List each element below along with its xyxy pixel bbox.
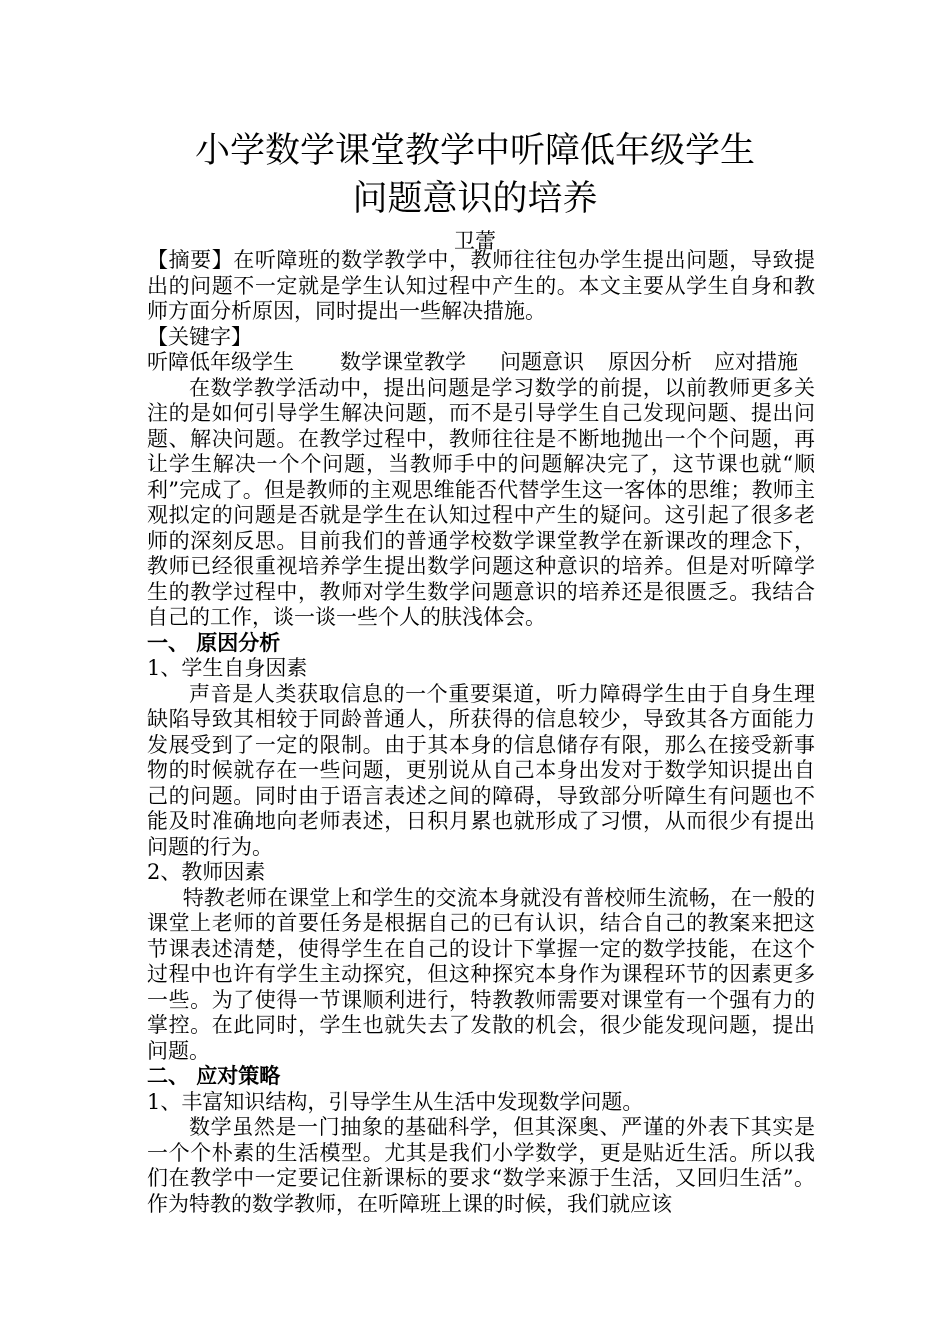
keyword-item: 听障低年级学生 (147, 350, 294, 374)
keyword-item: 原因分析 (608, 350, 692, 374)
keyword-item: 数学课堂教学 (340, 350, 466, 374)
title-line-2: 问题意识的培养 (352, 179, 598, 219)
abstract-text: 在听障班的数学教学中，教师往往包办学生提出问题，导致提出的问题不一定就是学生认知过程中产生的。本文主要从学生自身和教师方面分析原因，同时提出一些解决措施。 (147, 248, 816, 323)
keyword-item: 问题意识 (500, 350, 584, 374)
abstract (147, 248, 815, 325)
author: 卫蕾 (454, 229, 496, 253)
document-body (147, 248, 815, 1217)
section-1-sub-2-paragraph: 特教老师在课堂上和学生的交流本身就没有普校师生流畅，在一般的课堂上老师的首要任务是根据自己的已有认识，结合自己的教案来把这节课表述清楚，使得学生在自己的设计下掌握一定的数学技能，在这个过程中也许有学生主动探究，但这种探究本身作为课程环节的因素更多一些。为了使得一节课顺利进行，特教教师需要对课堂有一个强有力的掌控。在此同时，学生也就失去了发散的机会，很少能发现问题，提出问题。 (147, 885, 815, 1063)
section-1-sub-1-heading: 1、学生自身因素 (147, 656, 308, 680)
title-line-1: 小学数学课堂教学中听障低年级学生 (194, 131, 755, 171)
keyword-item: 应对措施 (714, 350, 798, 374)
section-2-sub-1-heading: 1、丰富知识结构，引导学生从生活中发现数学问题。 (147, 1089, 644, 1114)
keywords-list (147, 350, 815, 376)
section-2-sub-1-paragraph: 数学虽然是一门抽象的基础科学，但其深奥、严谨的外表下其实是一个个朴素的生活模型。尤其是我们小学数学，更是贴近生活。所以我们在教学中一定要记住新课标的要求“数学来源于生活，又回归生活”。作为特教的数学教师，在听障班上课的时候，我们就应该 (147, 1115, 815, 1216)
keywords-label: 【关键字】 (147, 324, 252, 349)
intro-paragraph: 在数学教学活动中，提出问题是学习数学的前提，以前教师更多关注的是如何引导学生解决问题，而不是引导学生自己发现问题、提出问题、解决问题。在教学过程中，教师往往是不断地抛出一个个问题，再让学生解决一个个问题，当教师手中的问题解决完了，这节课也就“顺利”完成了。但是教师的主观思维能否代替学生这一客体的思维；教师主观拟定的问题是否就是学生在认知过程中产生的疑问。这引起了很多老师的深刻反思。目前我们的普通学校数学课堂教学在新课改的理念下，教师已经很重视培养学生提出数学问题这种意识的培养。但是对听障学生的教学过程中，教师对学生数学问题意识的培养还是很匮乏。我结合自己的工作，谈一谈一些个人的肤浅体会。 (147, 375, 815, 629)
section-2-heading: 二、 应对策略 (147, 1064, 281, 1088)
section-1-heading: 一、 原因分析 (147, 630, 281, 655)
section-1-sub-1-paragraph: 声音是人类获取信息的一个重要渠道，听力障碍学生由于自身生理缺陷导致其相较于同龄普通人，所获得的信息较少，导致其各方面能力发展受到了一定的限制。由于其本身的信息储存有限，那么在接受新事物的时候就存在一些问题，更别说从自己本身出发对于数学知识提出自己的问题。同时由于语言表述之间的障碍，导致部分听障生有问题也不能及时准确地向老师表述，日积月累也就形成了习惯，从而很少有提出问题的行为。 (147, 681, 815, 859)
abstract-label: 【摘要】 (147, 248, 234, 272)
section-1-sub-2-heading: 2、教师因素 (147, 860, 266, 884)
